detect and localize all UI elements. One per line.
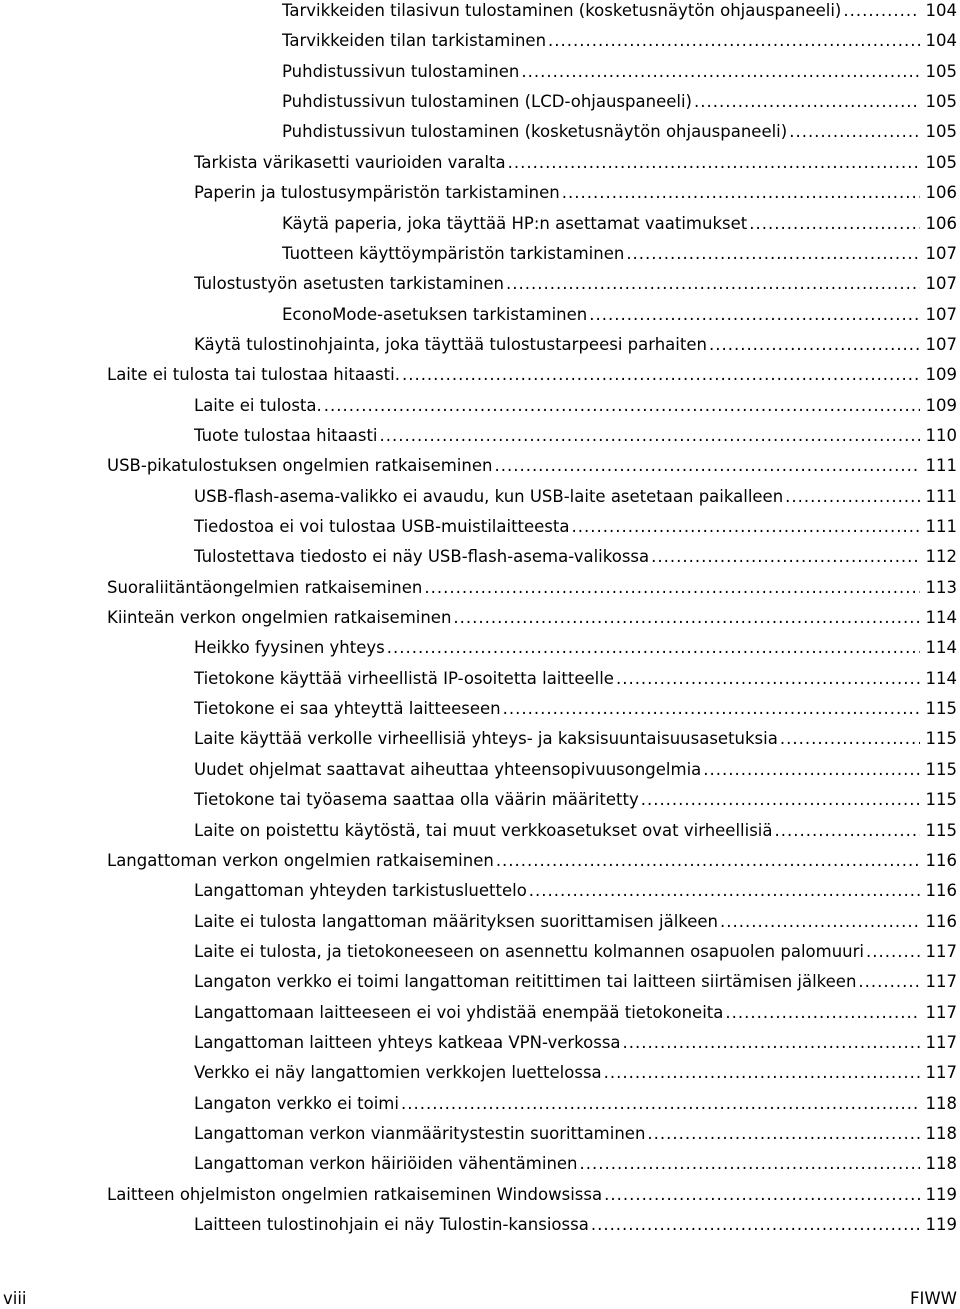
toc-leader-dots [387, 637, 920, 659]
toc-leader-dots [424, 577, 919, 599]
toc-entry-title: Tarvikkeiden tilasivun tulostaminen (kosketusnäytön ohjauspaneeli) [282, 1, 842, 20]
toc-leader-dots [843, 0, 919, 22]
toc-entry-page: 111 [925, 456, 957, 476]
toc-entry-page: 106 [925, 183, 957, 203]
toc-entry-page: 112 [925, 547, 957, 567]
toc-leader-dots [651, 546, 919, 568]
toc-entry-page: 117 [925, 1032, 957, 1052]
toc-leader-dots [496, 850, 920, 872]
toc-leader-dots [453, 607, 919, 629]
toc-entry-page: 109 [925, 365, 957, 385]
toc-leader-dots [580, 1153, 920, 1175]
toc-entry[interactable] [194, 1206, 957, 1236]
toc-entry-title: Langattoman verkon vianmääritystestin suorittaminen [194, 1124, 646, 1143]
toc-entry-title: Langattomaan laitteeseen ei voi yhdistää enempää tietokoneita [194, 1002, 724, 1022]
toc-entry-title: Laite on poistettu käytöstä, tai muut verkkoasetukset ovat virheellisiä [194, 820, 773, 840]
toc-entry-page: 118 [925, 1124, 957, 1143]
toc-entry-page: 111 [925, 517, 957, 536]
toc-entry-page: 104 [925, 1, 957, 20]
toc-entry-page: 114 [925, 668, 957, 688]
toc-entry-page: 114 [925, 638, 957, 658]
toc-entry-title: Tulostettava tiedosto ei näy USB-flash-asema-valikossa [194, 547, 650, 567]
toc-entry[interactable] [194, 1024, 957, 1054]
toc-leader-dots [589, 304, 919, 326]
toc-entry-title: Langattoman yhteyden tarkistusluettelo [194, 881, 527, 901]
toc-leader-dots [604, 1062, 920, 1084]
toc-entry[interactable] [282, 113, 957, 143]
toc-leader-dots [623, 1032, 920, 1054]
toc-entry-page: 119 [925, 1184, 957, 1204]
toc-entry-title: Laite ei tulosta tai tulostaa hitaasti. [107, 365, 400, 385]
toc-entry-title: Käytä tulostinohjainta, joka täyttää tulostustarpeesi parhaiten [194, 334, 707, 354]
toc-leader-dots [548, 30, 919, 52]
toc-entry-title: Käytä paperia, joka täyttää HP:n asettamat vaatimukset [282, 213, 748, 233]
toc-entry[interactable] [194, 1115, 957, 1145]
toc-entry-title: Langattoman verkon häiriöiden vähentäminen [194, 1154, 578, 1174]
toc-entry[interactable] [107, 569, 957, 599]
toc-leader-dots [402, 364, 920, 386]
toc-entry[interactable] [194, 812, 957, 842]
toc-leader-dots [789, 121, 919, 143]
toc-leader-dots [616, 668, 920, 690]
toc-entry-title: Uudet ohjelmat saattavat aiheuttaa yhteensopivuusongelmia [194, 759, 702, 779]
toc-entry-page: 117 [925, 1002, 957, 1022]
toc-entry[interactable] [194, 387, 957, 417]
toc-entry-page: 113 [925, 577, 957, 597]
toc-entry-title: USB-pikatulostuksen ongelmien ratkaiseminen [107, 456, 493, 476]
toc-leader-dots [780, 728, 920, 750]
toc-entry[interactable] [282, 296, 957, 326]
toc-entry[interactable] [107, 356, 957, 386]
toc-entry[interactable] [194, 508, 957, 538]
toc-entry-page: 115 [925, 820, 957, 840]
toc-entry-title: Puhdistussivun tulostaminen (LCD-ohjauspaneeli) [282, 92, 692, 112]
footer-doc-code: FIWW [910, 1289, 957, 1308]
toc-leader-dots [572, 516, 920, 538]
toc-entry-page: 104 [925, 31, 957, 51]
toc-entry[interactable] [282, 0, 957, 22]
toc-entry-title: Tietokone ei saa yhteyttä laitteeseen [194, 699, 501, 719]
toc-entry[interactable] [194, 1085, 957, 1115]
toc-entry-title: Laite ei tulosta. [194, 395, 322, 415]
toc-entry-title: Tarkista värikasetti vaurioiden varalta [194, 152, 506, 172]
toc-entry-title: Langattoman laitteen yhteys katkeaa VPN-verkossa [194, 1032, 621, 1052]
toc-entry-page: 105 [925, 92, 957, 112]
toc-entry-page: 119 [925, 1215, 957, 1234]
toc-leader-dots [647, 1123, 919, 1145]
toc-entry-page: 117 [925, 1063, 957, 1083]
toc-entry-page: 117 [925, 972, 957, 992]
toc-entry-title: Tuotteen käyttöympäristön tarkistaminen [282, 243, 625, 263]
toc-entry-title: Laitteen ohjelmiston ongelmien ratkaiseminen Windowsissa [107, 1184, 603, 1204]
toc-leader-dots [775, 820, 920, 842]
toc-leader-dots [380, 425, 920, 447]
toc-entry[interactable] [194, 994, 957, 1024]
toc-entry-title: Suoraliitäntäongelmien ratkaiseminen [107, 577, 423, 597]
toc-leader-dots [725, 1002, 919, 1024]
toc-entry[interactable] [194, 660, 957, 690]
toc-entry-page: 105 [925, 61, 957, 81]
toc-entry-page: 107 [925, 274, 957, 294]
toc-leader-dots [506, 273, 920, 295]
toc-entry[interactable] [194, 265, 957, 295]
toc-entry[interactable] [107, 447, 957, 477]
toc-leader-dots [508, 152, 920, 174]
toc-entry[interactable] [107, 599, 957, 629]
footer-page-number: viii [3, 1289, 27, 1308]
toc-entry-page: 106 [925, 213, 957, 233]
toc-entry-title: Puhdistussivun tulostaminen (kosketusnäytön ohjauspaneeli) [282, 122, 788, 142]
toc-entry-page: 107 [925, 304, 957, 324]
toc-entry[interactable] [282, 22, 957, 52]
toc-entry-title: Tietokone käyttää virheellistä IP-osoitetta laitteelle [194, 668, 614, 688]
toc-leader-dots [494, 455, 919, 477]
toc-entry-title: Verkko ei näy langattomien verkkojen luettelossa [194, 1063, 602, 1083]
toc-leader-dots [749, 213, 919, 235]
toc-leader-dots [858, 971, 919, 993]
toc-entry-page: 116 [925, 881, 957, 901]
toc-entry-title: Tietokone tai työasema saattaa olla väärin määritetty [194, 790, 639, 810]
toc-entry-title: Heikko fyysinen yhteys [194, 638, 385, 658]
toc-entry-page: 107 [925, 334, 957, 354]
toc-entry[interactable] [194, 538, 957, 568]
toc-entry-title: Langattoman verkon ongelmien ratkaiseminen [107, 850, 494, 870]
toc-entry-title: EconoMode-asetuksen tarkistaminen [282, 304, 588, 324]
toc-entry-title: Tarvikkeiden tilan tarkistaminen [282, 31, 547, 51]
toc-entry-title: Langaton verkko ei toimi langattoman reitittimen tai laitteen siirtämisen jälkeen [194, 972, 857, 992]
toc-entry[interactable] [282, 53, 957, 83]
toc-entry-page: 105 [925, 152, 957, 172]
toc-entry[interactable] [194, 144, 957, 174]
toc-entry-title: USB-flash-asema-valikko ei avaudu, kun USB-laite asetetaan paikalleen [194, 486, 784, 506]
toc-leader-dots [521, 61, 919, 83]
toc-entry-title: Paperin ja tulostusympäristön tarkistaminen [194, 183, 560, 203]
toc-leader-dots [703, 759, 919, 781]
toc-entry-page: 118 [925, 1154, 957, 1174]
toc-leader-dots [591, 1214, 920, 1236]
toc-entry-title: Tulostustyön asetusten tarkistaminen [194, 274, 504, 294]
toc-entry-page: 111 [925, 486, 957, 506]
toc-entry[interactable] [194, 751, 957, 781]
toc-entry[interactable] [282, 83, 957, 113]
toc-entry[interactable] [194, 417, 957, 447]
toc-entry-page: 115 [925, 790, 957, 810]
toc-entry-title: Laite käyttää verkolle virheellisiä yhteys- ja kaksisuuntaisuusasetuksia [194, 729, 778, 749]
toc-entry[interactable] [194, 781, 957, 811]
toc-entry[interactable] [282, 205, 957, 235]
toc-entry[interactable] [194, 872, 957, 902]
toc-leader-dots [401, 1093, 920, 1115]
toc-entry-page: 115 [925, 729, 957, 749]
toc-leader-dots [562, 182, 920, 204]
toc-entry-page: 115 [925, 759, 957, 779]
toc-leader-dots [626, 243, 919, 265]
toc-entry[interactable] [194, 963, 957, 993]
toc-entry[interactable] [194, 1145, 957, 1175]
toc-entry-page: 107 [925, 243, 957, 263]
toc-entry[interactable] [194, 690, 957, 720]
toc-entry-page: 109 [925, 395, 957, 415]
toc-entry-page: 114 [925, 608, 957, 627]
toc-entry-page: 115 [925, 699, 957, 719]
toc-entry[interactable] [194, 720, 957, 750]
toc-entry-title: Laite ei tulosta langattoman määrityksen suorittamisen jälkeen [194, 911, 719, 931]
toc-leader-dots [709, 334, 920, 356]
toc-leader-dots [641, 789, 920, 811]
toc-entry[interactable] [194, 903, 957, 933]
toc-entry-title: Tiedostoa ei voi tulostaa USB-muistilaitteesta [194, 517, 570, 536]
toc-entry-title: Kiinteän verkon ongelmien ratkaiseminen [107, 608, 452, 627]
toc-entry-title: Puhdistussivun tulostaminen [282, 61, 520, 81]
toc-entry-title: Laite ei tulosta, ja tietokoneeseen on asennettu kolmannen osapuolen palomuuri [194, 941, 864, 961]
toc-leader-dots [503, 698, 920, 720]
toc-entry-page: 116 [925, 850, 957, 870]
toc-entry[interactable] [194, 478, 957, 508]
toc-entry-page: 117 [925, 941, 957, 961]
toc-leader-dots [866, 941, 920, 963]
toc-entry[interactable] [194, 174, 957, 204]
toc-leader-dots [785, 486, 919, 508]
toc-entry-page: 105 [925, 122, 957, 142]
toc-entry[interactable] [107, 842, 957, 872]
toc-entry-page: 116 [925, 911, 957, 931]
toc-entry[interactable] [194, 629, 957, 659]
toc-entry[interactable] [282, 235, 957, 265]
toc-leader-dots [529, 880, 920, 902]
toc-leader-dots [694, 91, 920, 113]
toc-entry[interactable] [107, 1176, 957, 1206]
toc-entry[interactable] [194, 933, 957, 963]
toc-entry[interactable] [194, 326, 957, 356]
toc-entry-title: Langaton verkko ei toimi [194, 1093, 399, 1113]
toc-entry-title: Tuote tulostaa hitaasti [194, 425, 378, 445]
toc-entry-page: 110 [925, 425, 957, 445]
toc-leader-dots [324, 395, 920, 417]
toc-entry[interactable] [194, 1054, 957, 1084]
toc-entry-title: Laitteen tulostinohjain ei näy Tulostin-kansiossa [194, 1215, 589, 1234]
toc-entry-page: 118 [925, 1093, 957, 1113]
toc-leader-dots [604, 1184, 919, 1206]
toc-leader-dots [720, 911, 919, 933]
